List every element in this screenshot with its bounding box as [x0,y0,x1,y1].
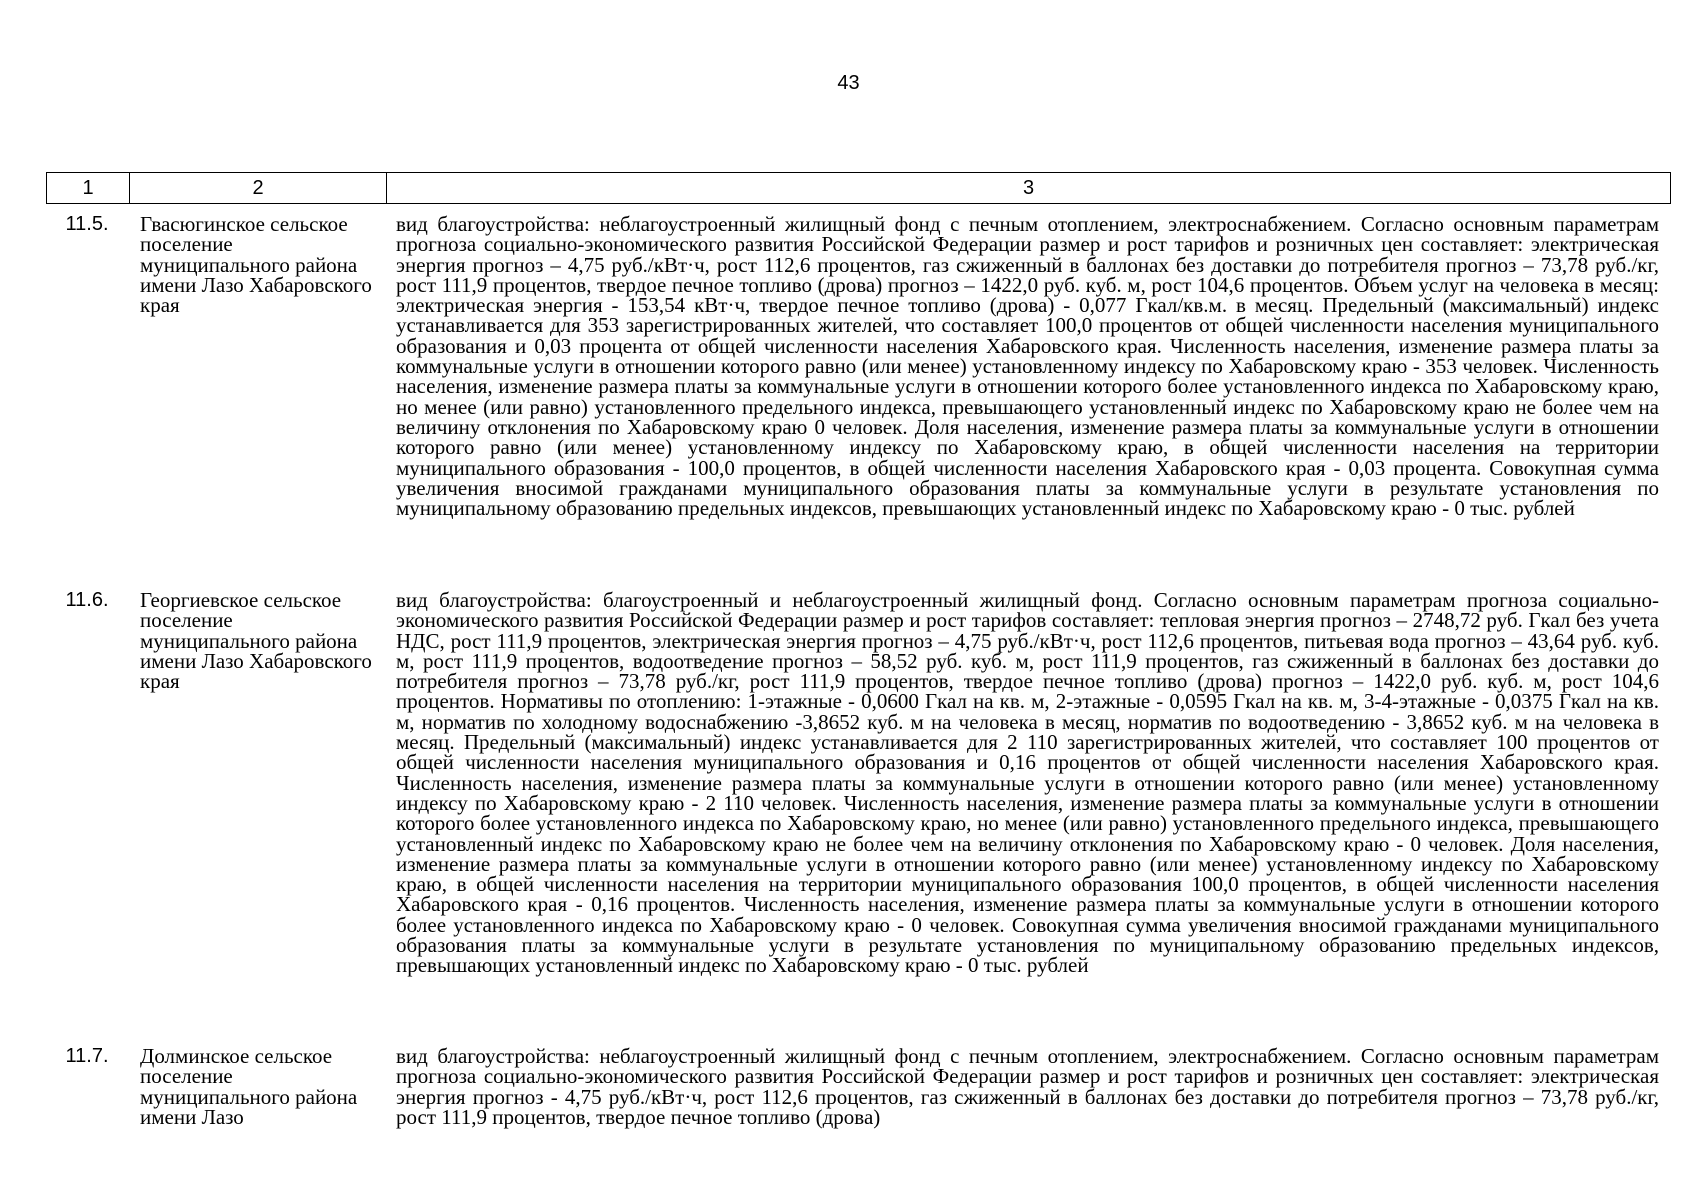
table-body [46,214,1671,1130]
header-col-1: 1 [47,173,130,204]
table-row [46,214,1671,590]
municipality-name: Георгиевское сельское поселение муниципального района имени Лазо Хабаровского края [140,588,372,694]
header-col-3: 3 [387,173,1671,204]
page-number: 43 [837,72,860,94]
row-number: 11.5. [65,213,109,235]
row-description: вид благоустройства: неблагоустроенный жилищный фонд с печным отоплением, электроснабжением. Согласно основным параметрам прогноза социально-экономического развития Российской Федерации размер и рост тарифов и розничных цен составляет: электрическая энергия прогноз - 4,75 руб./кВт·ч, рост 112,6 процентов, газ сжиженный в баллонах без доставки до потребителя прогноз – 73,78 руб./кг, рост 111,9 процентов, твердое печное топливо (дрова) [396,1046,1659,1129]
municipality-name: Долминское сельское поселение муниципального района имени Лазо [140,1046,358,1129]
row-number: 11.7. [65,1046,109,1067]
row-description: вид благоустройства: благоустроенный и неблагоустроенный жилищный фонд. Согласно основным параметрам прогноза социально-экономического развития Российской Федерации размер и рост тарифов составляет: тепловая энергия прогноз – 2748,72 руб. Гкал без учета НДС, рост 111,9 процентов, электрическая энергия прогноз – 4,75 руб./кВт·ч, рост 112,6 процентов, питьевая вода прогноз – 43,64 руб. куб. м, рост 111,9 процентов, водоотведение прогноз – 58,52 руб. куб. м, рост 111,9 процентов, газ сжиженный в баллонах без доставки до потребителя прогноз – 73,78 руб./кг, рост 111,9 процентов, твердое печное топливо (дрова) прогноз – 1422,0 руб. куб. м, рост 104,6 процентов. Нормативы по отоплению: 1-этажные - 0,0600 Гкал на кв. м, 2-этажные - 0,0595 Гкал на кв. м, 3-4-этажные - 0,0375 Гкал на кв. м, норматив по холодному водоснабжению -3,8652 куб. м на человека в месяц, норматив по водоотведению - 3,8652 куб. м на человека в месяц. Предельный (максимальный) индекс устанавливается для 2 110 зарегистрированных жителей, что составляет 100 процентов от общей численности населения муниципального образования и 0,16 процентов от общей численности населения Хабаровского края. Численность населения, изменение размера платы за коммунальные услуги в отношении которого равно (или менее) установленному индексу по Хабаровскому краю - 2 110 человек. Численность населения, изменение размера платы за коммунальные услуги в отношении которого более установленного индекса по Хабаровскому краю, но менее (или равно) установленного предельного индекса, превышающего установленный индекс по Хабаровскому краю не более чем на величину отклонения по Хабаровскому краю - 0 человек. Доля населения, изменение размера платы за коммунальные услуги в отношении которого равно (или менее) установленному индексу по Хабаровскому краю, в общей численности населения на территории муниципального образования 100,0 процентов, в общей численности населения Хабаровского края - 0,16 процентов. Численность населения, изменение размера платы за коммунальные услуги в отношении которого более установленного индекса по Хабаровскому краю - 0 человек. Совокупная сумма увеличения вносимой гражданами муниципального образования платы за коммунальные услуги в результате установления по муниципальному образованию предельных индексов, превышающих установленный индекс по Хабаровскому краю - 0 тыс. рублей [396,588,1659,978]
table-header [46,172,1671,204]
row-number: 11.6. [65,589,109,611]
header-row [47,173,1671,204]
table-row [46,1046,1671,1130]
row-description: вид благоустройства: неблагоустроенный жилищный фонд с печным отоплением, электроснабжением. Согласно основным параметрам прогноза социально-экономического развития Российской Федерации размер и рост тарифов и розничных цен составляет: электрическая энергия прогноз – 4,75 руб./кВт·ч, рост 112,6 процентов, газ сжиженный в баллонах без доставки до потребителя прогноз – 73,78 руб./кг, рост 111,9 процентов, твердое печное топливо (дрова) прогноз – 1422,0 руб. куб. м, рост 104,6 процентов. Объем услуг на человека в месяц: электрическая энергия - 153,54 кВт·ч, твердое печное топливо (дрова) - 0,077 Гкал/кв.м. в месяц. Предельный (максимальный) индекс устанавливается для 353 зарегистрированных жителей, что составляет 100,0 процентов от общей численности населения муниципального образования и 0,03 процента от общей численности населения Хабаровского края. Численность населения, изменение размера платы за коммунальные услуги в отношении которого равно (или менее) установленному индексу по Хабаровскому краю - 353 человек. Численность населения, изменение размера платы за коммунальные услуги в отношении которого более установленного индекса по Хабаровскому краю, но менее (или равно) установленного предельного индекса, превышающего установленный индекс по Хабаровскому краю не более чем на величину отклонения по Хабаровскому краю 0 человек. Доля населения, изменение размера платы за коммунальные услуги в отношении которого равно (или менее) установленному индексу по Хабаровскому краю, в общей численности населения на территории муниципального образования - 100,0 процентов, в общей численности населения Хабаровского края - 0,03 процента. Совокупная сумма увеличения вносимой гражданами муниципального образования платы за коммунальные услуги в результате установления по муниципальному образованию предельных индексов, превышающих установленный индекс по Хабаровскому краю - 0 тыс. рублей [396,212,1659,521]
municipality-name: Гвасюгинское сельское поселение муниципального района имени Лазо Хабаровского края [140,212,372,318]
header-col-2: 2 [130,173,387,204]
table-row [46,590,1671,1046]
